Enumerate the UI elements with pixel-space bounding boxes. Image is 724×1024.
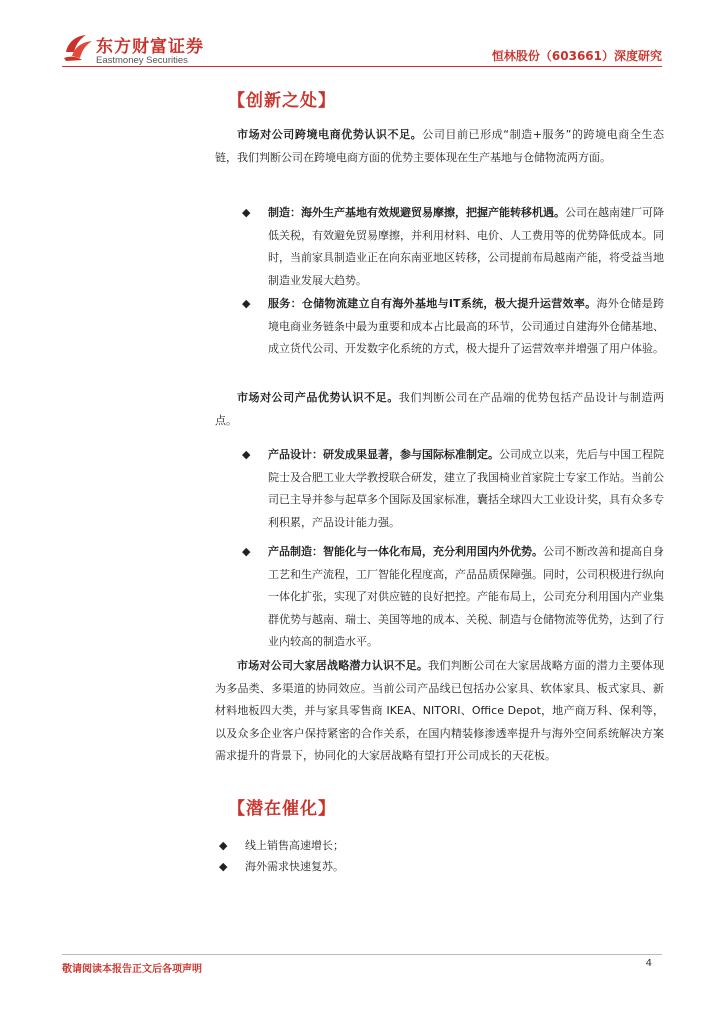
catalyst-text: 海外需求快速复苏。 <box>245 860 344 873</box>
bullet-lead: 产品设计：研发成果显著，参与国际标准制定。 <box>268 448 499 461</box>
bullet-manufacturing <box>268 202 664 292</box>
bullet-lead: 产品制造：智能化与一体化布局，充分利用国内外优势。 <box>268 545 543 558</box>
paragraph-lead: 市场对公司大家居战略潜力认识不足。 <box>237 659 429 672</box>
list-item-catalyst <box>219 835 344 857</box>
bullet-text: 公司不断改善和提高自身工艺和生产流程，工厂智能化程度高，产品品质保障强。同时，公司积极进行纵向一体化扩张，实现了对供应链的良好把控。产能布局上，公司充分利用国内产业集群优势与越南、瑞士、美国等地的成本、关税、制造与仓储物流等优势，达到了行业内较高的制造水平。 <box>268 545 664 648</box>
diamond-bullet-icon: ◆ <box>219 860 228 873</box>
paragraph-lead: 市场对公司产品优势认识不足。 <box>237 391 399 404</box>
paragraph-home-strategy <box>215 655 664 768</box>
paragraph-product <box>215 387 664 432</box>
header-divider <box>62 66 662 67</box>
paragraph-text: 我们判断公司在大家居战略方面的潜力主要体现为多品类、多渠道的协同效应。当前公司产品线已包括办公家具、软体家具、板式家具、新材料地板四大类，并与家具零售商 IKEA、NITORI、Office Depot，地产商万科、保利等，以及众多企业客户保持紧密的合作关系，在国内精装修渗透率提升与海外空间系统解决方案需求提升的背景下，协同化的大家居战略有望打开公司成长的天花板。 <box>215 659 665 762</box>
bullet-text: 海外仓储是跨境电商业务链条中最为重要和成本占比最高的环节，公司通过自建海外仓储基地、成立货代公司、开发数字化系统的方式，极大提升了运营效率并增强了用户体验。 <box>268 297 664 355</box>
footer-divider <box>62 954 662 955</box>
diamond-bullet-icon: ◆ <box>219 839 228 852</box>
page-header <box>0 0 724 72</box>
diamond-bullet-icon: ◆ <box>242 448 251 461</box>
diamond-bullet-icon: ◆ <box>242 545 251 558</box>
diamond-bullet-icon: ◆ <box>242 206 251 219</box>
paragraph-text: 公司目前已形成“制造+服务”的跨境电商全生态链，我们判断公司在跨境电商方面的优势主要体现在生产基地与仓储物流两方面。 <box>215 128 664 164</box>
bullet-text: 公司成立以来，先后与中国工程院院士及合肥工业大学教授联合研发，建立了我国椅业首家院士专家工作站。当前公司已主导并参与起草多个国际及国家标准，囊括全球四大工业设计奖，具有众多专利积累，产品设计能力强。 <box>268 448 664 529</box>
footer-disclaimer: 敬请阅读本报告正文后各项声明 <box>62 964 202 975</box>
paragraph-ecommerce <box>215 124 664 169</box>
page-number: 4 <box>645 958 652 969</box>
list-item-catalyst <box>219 856 344 878</box>
bullet-product-design <box>268 444 664 534</box>
paragraph-lead: 市场对公司跨境电商优势认识不足。 <box>237 128 423 141</box>
bullet-text: 公司在越南建厂可降低关税，有效避免贸易摩擦，并利用材料、电价、人工费用等的优势降低成本。同时，当前家具制造业正在向东南亚地区转移，公司提前布局越南产能，将受益当地制造业发展大趋势。 <box>268 206 664 287</box>
paragraph-text: 我们判断公司在产品端的优势包括产品设计与制造两点。 <box>215 391 665 427</box>
catalyst-text: 线上销售高速增长； <box>245 839 344 852</box>
bullet-product-manufacturing <box>268 541 664 654</box>
bullet-lead: 制造：海外生产基地有效规避贸易摩擦，把握产能转移机遇。 <box>268 206 565 219</box>
bullet-lead: 服务：仓储物流建立自有海外基地与IT系统，极大提升运营效率。 <box>268 297 597 310</box>
section-title-innovation: 【创新之处】 <box>228 91 336 111</box>
bullet-service <box>268 293 664 361</box>
diamond-bullet-icon: ◆ <box>242 297 251 310</box>
report-tag: 恒林股份（603661）深度研究 <box>491 49 662 63</box>
brand-name-en: Eastmoney Securities <box>96 55 188 66</box>
section-title-catalyst: 【潜在催化】 <box>228 799 336 819</box>
eastmoney-logo-icon <box>62 32 94 62</box>
brand-name-cn: 东方财富证券 <box>96 37 204 57</box>
